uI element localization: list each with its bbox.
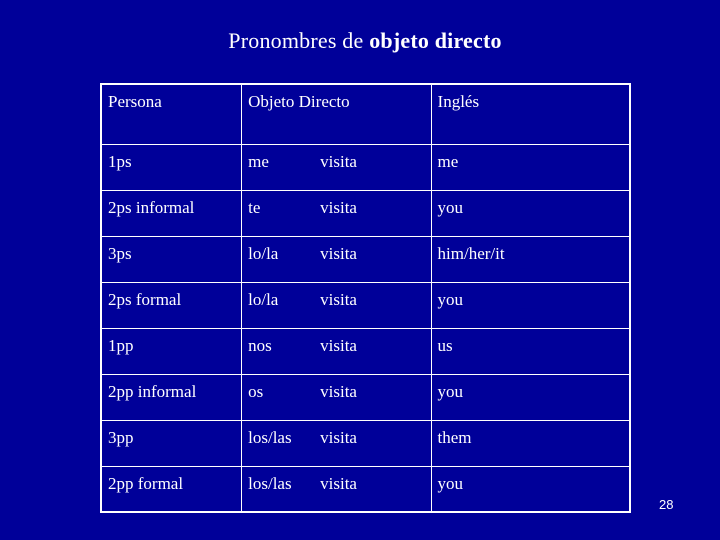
pronoun: nos bbox=[248, 335, 272, 355]
verb: visita bbox=[320, 427, 357, 447]
header-ingles: Inglés bbox=[431, 84, 630, 144]
persona-cell: 3ps bbox=[101, 236, 242, 282]
objeto-cell bbox=[242, 420, 431, 466]
pronoun: lo/la bbox=[248, 243, 279, 263]
english-cell: you bbox=[431, 190, 630, 236]
persona-cell: 2pp informal bbox=[101, 374, 242, 420]
english-cell: us bbox=[431, 328, 630, 374]
objeto-cell bbox=[242, 374, 431, 420]
verb: visita bbox=[320, 197, 357, 217]
persona-cell: 1pp bbox=[101, 328, 242, 374]
objeto-cell bbox=[242, 236, 431, 282]
verb: visita bbox=[320, 335, 357, 355]
table-row bbox=[101, 144, 630, 190]
english-cell: you bbox=[431, 374, 630, 420]
verb: visita bbox=[320, 289, 357, 309]
objeto-cell bbox=[242, 466, 431, 512]
objeto-cell bbox=[242, 190, 431, 236]
verb: visita bbox=[320, 381, 357, 401]
pronoun: me bbox=[248, 151, 269, 171]
pronoun-table bbox=[100, 83, 631, 513]
table-row bbox=[101, 328, 630, 374]
persona-cell: 2ps formal bbox=[101, 282, 242, 328]
title-prefix: Pronombres de bbox=[228, 28, 364, 53]
verb: visita bbox=[320, 151, 357, 171]
page-number: 28 bbox=[659, 497, 674, 512]
objeto-cell bbox=[242, 282, 431, 328]
objeto-cell bbox=[242, 328, 431, 374]
title-bold: objeto directo bbox=[369, 28, 502, 53]
table-row bbox=[101, 190, 630, 236]
pronoun: los/las bbox=[248, 427, 292, 447]
verb: visita bbox=[320, 473, 357, 493]
english-cell: them bbox=[431, 420, 630, 466]
english-cell: you bbox=[431, 466, 630, 512]
table-row bbox=[101, 236, 630, 282]
verb: visita bbox=[320, 243, 357, 263]
slide-title bbox=[0, 28, 720, 54]
english-cell: him/her/it bbox=[431, 236, 630, 282]
header-persona: Persona bbox=[101, 84, 242, 144]
persona-cell: 2pp formal bbox=[101, 466, 242, 512]
persona-cell: 1ps bbox=[101, 144, 242, 190]
english-cell: you bbox=[431, 282, 630, 328]
table-row bbox=[101, 420, 630, 466]
table-row bbox=[101, 282, 630, 328]
pronoun: los/las bbox=[248, 473, 292, 493]
persona-cell: 3pp bbox=[101, 420, 242, 466]
table-row bbox=[101, 374, 630, 420]
persona-cell: 2ps informal bbox=[101, 190, 242, 236]
english-cell: me bbox=[431, 144, 630, 190]
pronoun: lo/la bbox=[248, 289, 279, 309]
table-header-row bbox=[101, 84, 630, 144]
pronoun: os bbox=[248, 381, 264, 401]
table-row bbox=[101, 466, 630, 512]
pronoun: te bbox=[248, 197, 261, 217]
header-objeto-directo: Objeto Directo bbox=[242, 84, 431, 144]
objeto-cell bbox=[242, 144, 431, 190]
